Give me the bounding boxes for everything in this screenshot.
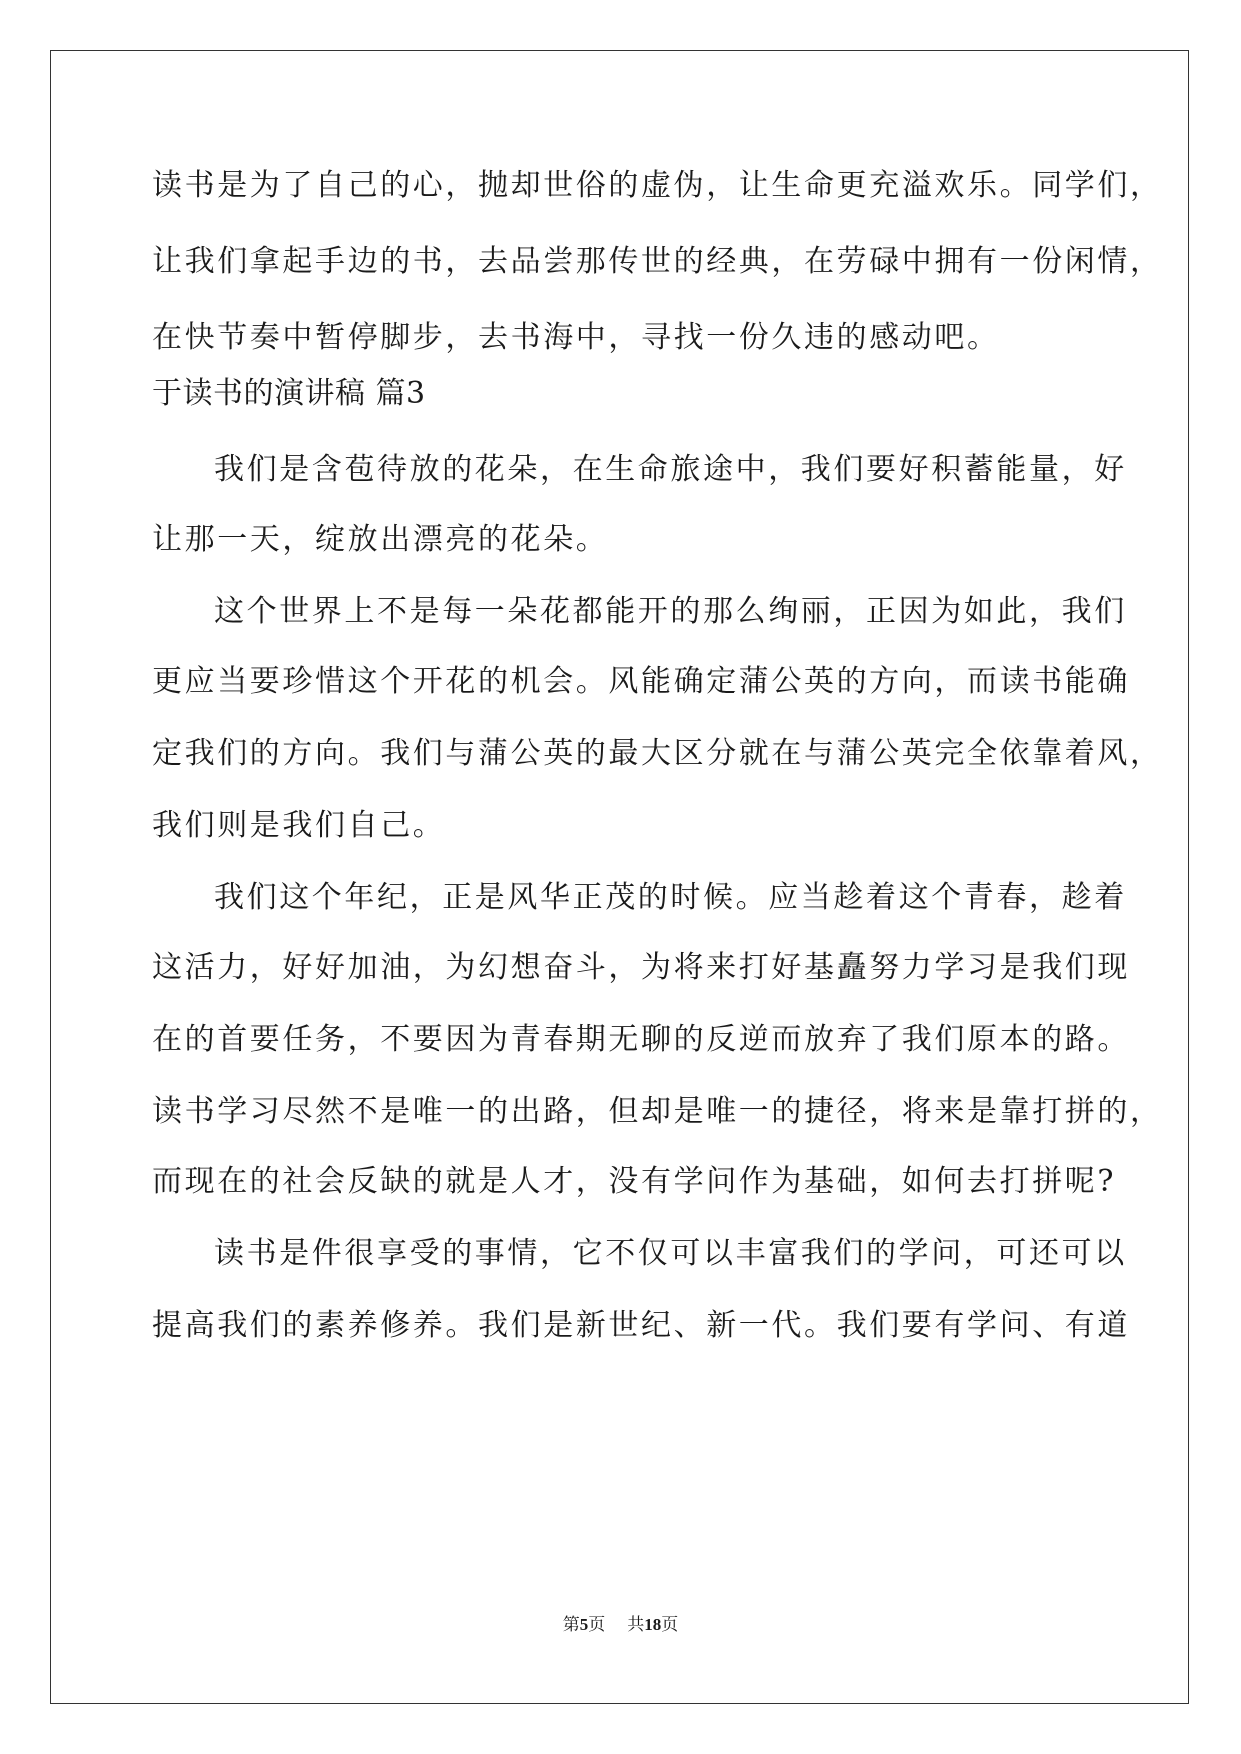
- section-heading: 于读书的演讲稿 篇3: [152, 376, 426, 411]
- paragraph-line: 我们则是我们自己。: [152, 808, 446, 843]
- paragraph-line: 让我们拿起手边的书，去品尝那传世的经典，在劳碌中拥有一份闲情，: [152, 244, 1163, 279]
- paragraph-line: 我们是含苞待放的花朵，在生命旅途中，我们要好积蓄能量，好: [214, 452, 1127, 487]
- paragraph-line: 而现在的社会反缺的就是人才，没有学问作为基础，如何去打拼呢?: [152, 1164, 1117, 1199]
- page-prefix: 第: [562, 1615, 580, 1634]
- paragraph-line: 读书是件很享受的事情，它不仅可以丰富我们的学问，可还可以: [214, 1236, 1127, 1271]
- paragraph-line: 读书是为了自己的心，抛却世俗的虚伪，让生命更充溢欢乐。同学们，: [152, 168, 1163, 203]
- paragraph-line: 读书学习尽然不是唯一的出路，但却是唯一的捷径，将来是靠打拼的，: [152, 1094, 1163, 1129]
- total-prefix: 共: [627, 1615, 645, 1634]
- paragraph-line: 在的首要任务，不要因为青春期无聊的反逆而放弃了我们原本的路。: [152, 1022, 1130, 1057]
- paragraph-line: 这个世界上不是每一朵花都能开的那么绚丽，正因为如此，我们: [214, 594, 1127, 629]
- total-suffix: 页: [661, 1615, 679, 1634]
- paragraph-line: 我们这个年纪，正是风华正茂的时候。应当趁着这个青春，趁着: [214, 880, 1127, 915]
- paragraph-line: 这活力，好好加油，为幻想奋斗，为将来打好基矗努力学习是我们现: [152, 950, 1130, 985]
- paragraph-line: 定我们的方向。我们与蒲公英的最大区分就在与蒲公英完全依靠着风，: [152, 736, 1163, 771]
- total-pages: 18: [644, 1615, 662, 1634]
- page-border: [50, 50, 1189, 1704]
- paragraph-line: 在快节奏中暂停脚步，去书海中，寻找一份久违的感动吧。: [152, 320, 1000, 355]
- page-number: 5: [579, 1615, 589, 1634]
- page-footer: [0, 1614, 1241, 1636]
- page-suffix: 页: [588, 1615, 606, 1634]
- paragraph-line: 提高我们的素养修养。我们是新世纪、新一代。我们要有学问、有道: [152, 1308, 1130, 1343]
- paragraph-line: 更应当要珍惜这个开花的机会。风能确定蒲公英的方向，而读书能确: [152, 664, 1130, 699]
- paragraph-line: 让那一天，绽放出漂亮的花朵。: [152, 522, 609, 557]
